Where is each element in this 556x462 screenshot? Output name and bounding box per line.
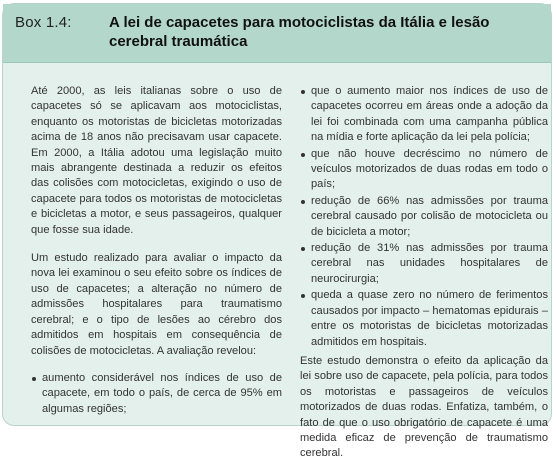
bullet-item: redução de 31% nas admissões por trauma cerebral nas unidades hospitalares de neurocirurgia; [300, 241, 548, 287]
paragraph-intro: Até 2000, as leis italianas sobre o uso de capacetes só se aplicavam aos motociclistas, enquanto os motoristas de bicicletas motorizadas acima de 18 anos não precisavam usar capacete. Em 2000, a Itália adotou uma legislação muito mais abrangente destinada a reduzir os efeitos das colisões com motocicletas, exigindo o uso de capacete para todos os motoristas de motocicletas e bicicletas a motor, e seus passageiros, qualquer que fosse sua idade. [31, 85, 282, 236]
bullet-item: aumento considerável nos índices de uso de capacete, em todo o país, de cerca de 95% em algumas regiões; [31, 371, 282, 417]
right-bullet-list [300, 84, 548, 350]
bullet-item: que o aumento maior nos índices de uso de capacetes ocorreu em áreas onde a adoção da lei foi combinada com uma campanha pública na mídia e forte aplicação da lei pela polícia; [300, 84, 548, 146]
right-column [300, 84, 548, 462]
bullet-item: que não houve decréscimo no número de veículos motorizados de duas rodas em todo o país; [300, 147, 548, 193]
bullet-item: queda a quase zero no número de ferimentos causados por impacto – hematomas epidurais – entre os motoristas de bicicletas motorizadas admitidos em hospitais. [300, 288, 548, 350]
paragraph-conclusion: Este estudo demonstra o efeito da aplicação da lei sobre uso de capacete, pela polícia, para todos os motoristas e passageiros de veículos motorizados de duas rodas. Enfatiza, também, o fato de que o uso obrigatório de capacete é uma medida eficaz de prevenção de traumatismo cerebral. [300, 354, 548, 460]
bullet-item: redução de 66% nas admissões por trauma cerebral causado por colisão de motocicleta ou de bicicleta a motor; [300, 194, 548, 240]
info-box [2, 3, 552, 460]
box-label: Box 1.4: [15, 14, 72, 31]
left-column [31, 84, 282, 418]
box-title: A lei de capacetes para motociclistas da Itália e lesão cerebral traumática [109, 14, 490, 50]
left-bullet-list [31, 371, 282, 417]
box-header [3, 4, 551, 63]
paragraph-study: Um estudo realizado para avaliar o impacto da nova lei examinou o seu efeito sobre os índices de uso de capacetes; a alteração no número de admissões hospitalares para traumatismo cerebral; e o tipo de lesões ao cérebro dos admitidos em hospitais em consequência de colisões de motocicletas. A avaliação revelou: [31, 252, 282, 357]
